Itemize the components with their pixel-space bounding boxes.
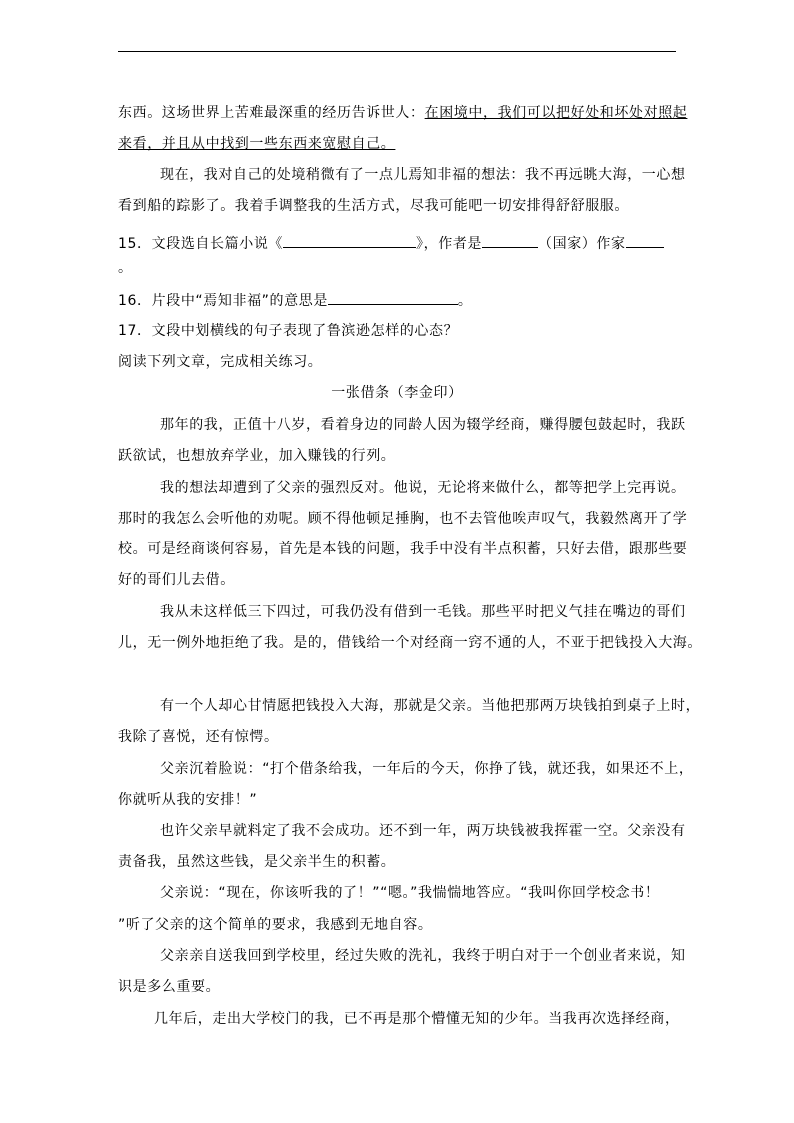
instruction: 阅读下列文章，完成相关练习。	[118, 354, 323, 370]
text-span: 东西。这场世界上苦难最深重的经历告诉世人：	[118, 105, 425, 121]
text-line: 那年的我，正值十八岁，看着身边的同龄人因为辍学经商，赚得腰包鼓起时，我跃	[160, 417, 686, 433]
text-line: 。	[118, 260, 133, 276]
answer-blank-novel[interactable]	[283, 233, 416, 248]
underlined-sentence: 在困境中，我们可以把好处和坏处对照起	[424, 105, 688, 121]
text-line: 父亲说：“现在，你该听我的了！”“嗯。”我惴惴地答应。“我叫你回学校念书！	[160, 885, 660, 901]
text-line: 你就听从我的安排！”	[118, 792, 258, 808]
question-16	[118, 290, 473, 310]
answer-blank-country[interactable]	[482, 233, 538, 248]
text-line: 几年后，走出大学校门的我，已不再是那个懵懂无知的少年。当我再次选择经商，	[154, 1011, 680, 1027]
text-line: 也许父亲早就料定了我不会成功。还不到一年，两万块钱被我挥霍一空。父亲没有	[160, 823, 686, 839]
answer-blank-meaning[interactable]	[328, 290, 458, 305]
text-line: 儿，无一例外地拒绝了我。是的，借钱给一个对经商一窍不通的人，不亚于把钱投入大海。	[118, 635, 702, 651]
text-line: ”听了父亲的这个简单的要求，我感到无地自容。	[118, 917, 433, 933]
text-line: 我除了喜悦，还有惊愕。	[118, 729, 279, 745]
text-line: 看到船的踪影了。我着手调整我的生活方式，尽我可能吧一切安排得舒舒服服。	[118, 198, 629, 214]
text-line: 那时的我怎么会听他的劝呢。顾不得他顿足捶胸，也不去管他唉声叹气，我毅然离开了学	[118, 511, 688, 527]
text-line	[118, 103, 687, 123]
question-15	[118, 233, 664, 253]
text-line: 校。可是经商谈何容易，首先是本钱的问题，我手中没有半点积蓄，只好去借，跟那些要	[118, 541, 688, 557]
text-line: 有一个人却心甘情愿把钱投入大海，那就是父亲。当他把那两万块钱拍到桌子上时，	[160, 698, 701, 714]
text-line: 识是多么重要。	[118, 979, 221, 995]
text-line: 跃欲试，也想放弃学业，加入赚钱的行列。	[118, 448, 396, 464]
answer-blank-author[interactable]	[626, 233, 664, 248]
text-line: 好的哥们儿去借。	[118, 572, 235, 588]
text-line: 我从未这样低三下四过，可我仍没有借到一毛钱。那些平时把义气挂在嘴边的哥们	[160, 604, 686, 620]
text-line: 我的想法却遭到了父亲的强烈反对。他说，无论将来做什么，都等把学上完再说。	[160, 480, 686, 496]
article-title: 一张借条（李金印）	[331, 385, 463, 401]
underlined-sentence: 来看，并且从中找到一些东西来宽慰自己。	[118, 136, 396, 152]
question-17: 17．文段中划横线的句子表现了鲁滨逊怎样的心态？	[118, 323, 459, 339]
text-line: 父亲沉着脸说：“打个借条给我，一年后的今天，你挣了钱，就还我，如果还不上，	[160, 761, 694, 777]
question-text: 16．片段中“焉知非福”的意思是	[118, 293, 328, 309]
question-text: 。	[457, 293, 473, 309]
question-text: （国家）作家	[538, 236, 626, 252]
text-line: 现在，我对自己的处境稍微有了一点儿焉知非福的想法：我不再远眺大海，一心想	[160, 167, 686, 183]
question-text: 15．文段选自长篇小说《	[118, 236, 284, 252]
question-text: 》，作者是	[416, 236, 483, 252]
text-line: 父亲亲自送我回到学校里，经过失败的洗礼，我终于明白对于一个创业者来说，知	[160, 948, 686, 964]
header-rule	[118, 51, 676, 52]
text-line: 责备我，虽然这些钱，是父亲半生的积蓄。	[118, 854, 396, 870]
